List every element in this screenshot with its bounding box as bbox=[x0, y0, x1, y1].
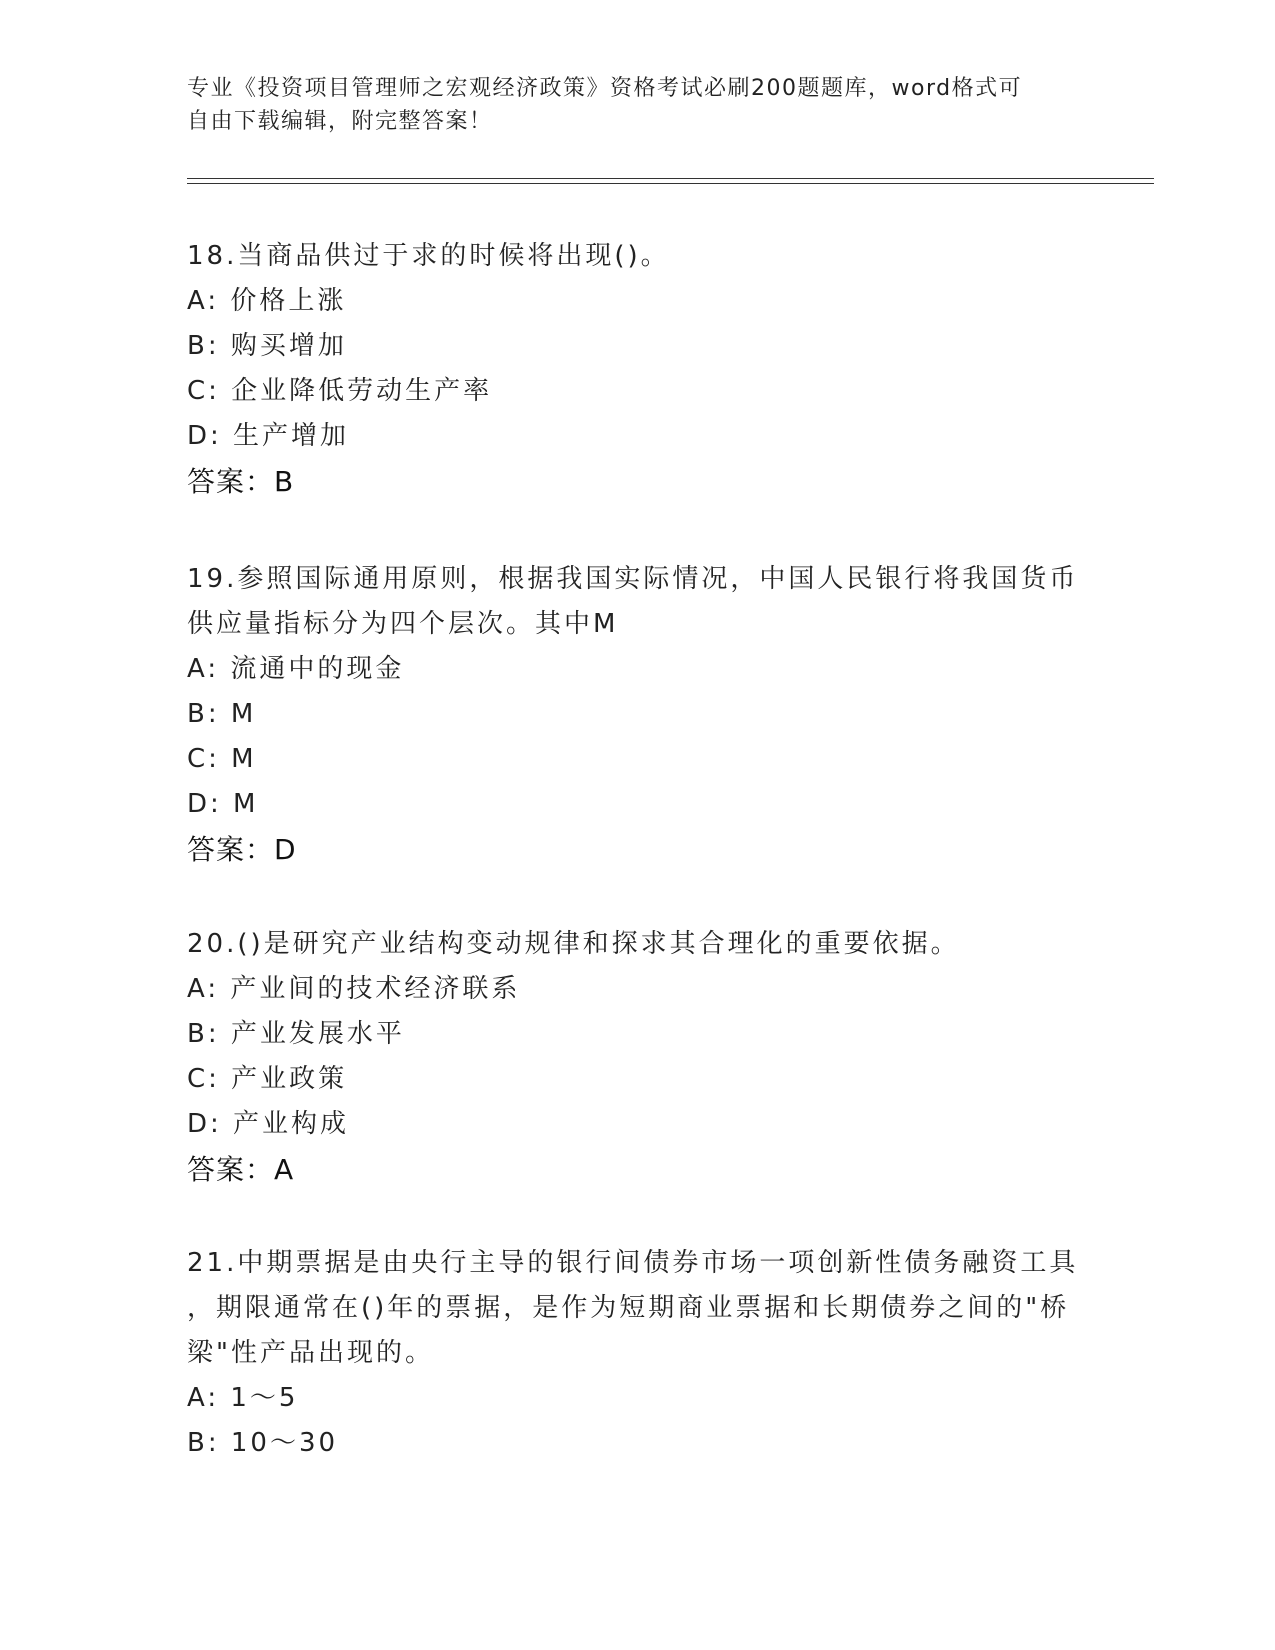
question-stem: 18.当商品供过于求的时候将出现()。 bbox=[187, 241, 670, 271]
answer-label: 答案：B bbox=[187, 465, 295, 498]
option-c: C: M bbox=[187, 744, 257, 774]
option-d: D: M bbox=[187, 789, 259, 819]
option-c: C: 企业降低劳动生产率 bbox=[187, 376, 493, 406]
option-d: D: 生产增加 bbox=[187, 421, 350, 451]
document-header bbox=[187, 72, 1087, 138]
option-a: A: 价格上涨 bbox=[187, 286, 347, 316]
option-c: C: 产业政策 bbox=[187, 1064, 348, 1094]
question-18 bbox=[187, 234, 1087, 504]
question-stem: 20.()是研究产业结构变动规律和探求其合理化的重要依据。 bbox=[187, 929, 960, 959]
question-stem: 21.中期票据是由央行主导的银行间债券市场一项创新性债务融资工具 ，期限通常在()年的票据，是作为短期商业票据和长期债券之间的"桥 梁"性产品出现的。 bbox=[187, 1248, 1079, 1368]
question-20 bbox=[187, 922, 1087, 1192]
header-line-2: 自由下载编辑，附完整答案！ bbox=[187, 109, 493, 134]
question-21 bbox=[187, 1241, 1087, 1466]
option-b: B: M bbox=[187, 699, 257, 729]
question-stem: 19.参照国际通用原则，根据我国实际情况，中国人民银行将我国货币 供应量指标分为四个层次。其中M bbox=[187, 564, 1079, 639]
header-divider-bottom bbox=[187, 183, 1154, 184]
option-b: B: 产业发展水平 bbox=[187, 1019, 405, 1049]
option-a: A: 产业间的技术经济联系 bbox=[187, 974, 521, 1004]
question-19 bbox=[187, 557, 1087, 872]
option-b: B: 10～30 bbox=[187, 1428, 339, 1458]
option-b: B: 购买增加 bbox=[187, 331, 347, 361]
header-divider-top bbox=[187, 178, 1154, 179]
answer-label: 答案：A bbox=[187, 1153, 295, 1186]
header-line-1: 专业《投资项目管理师之宏观经济政策》资格考试必刷200题题库，word格式可 bbox=[187, 76, 1023, 101]
option-a: A: 流通中的现金 bbox=[187, 654, 405, 684]
option-a: A: 1～5 bbox=[187, 1383, 299, 1413]
option-d: D: 产业构成 bbox=[187, 1109, 350, 1139]
answer-label: 答案：D bbox=[187, 833, 297, 866]
